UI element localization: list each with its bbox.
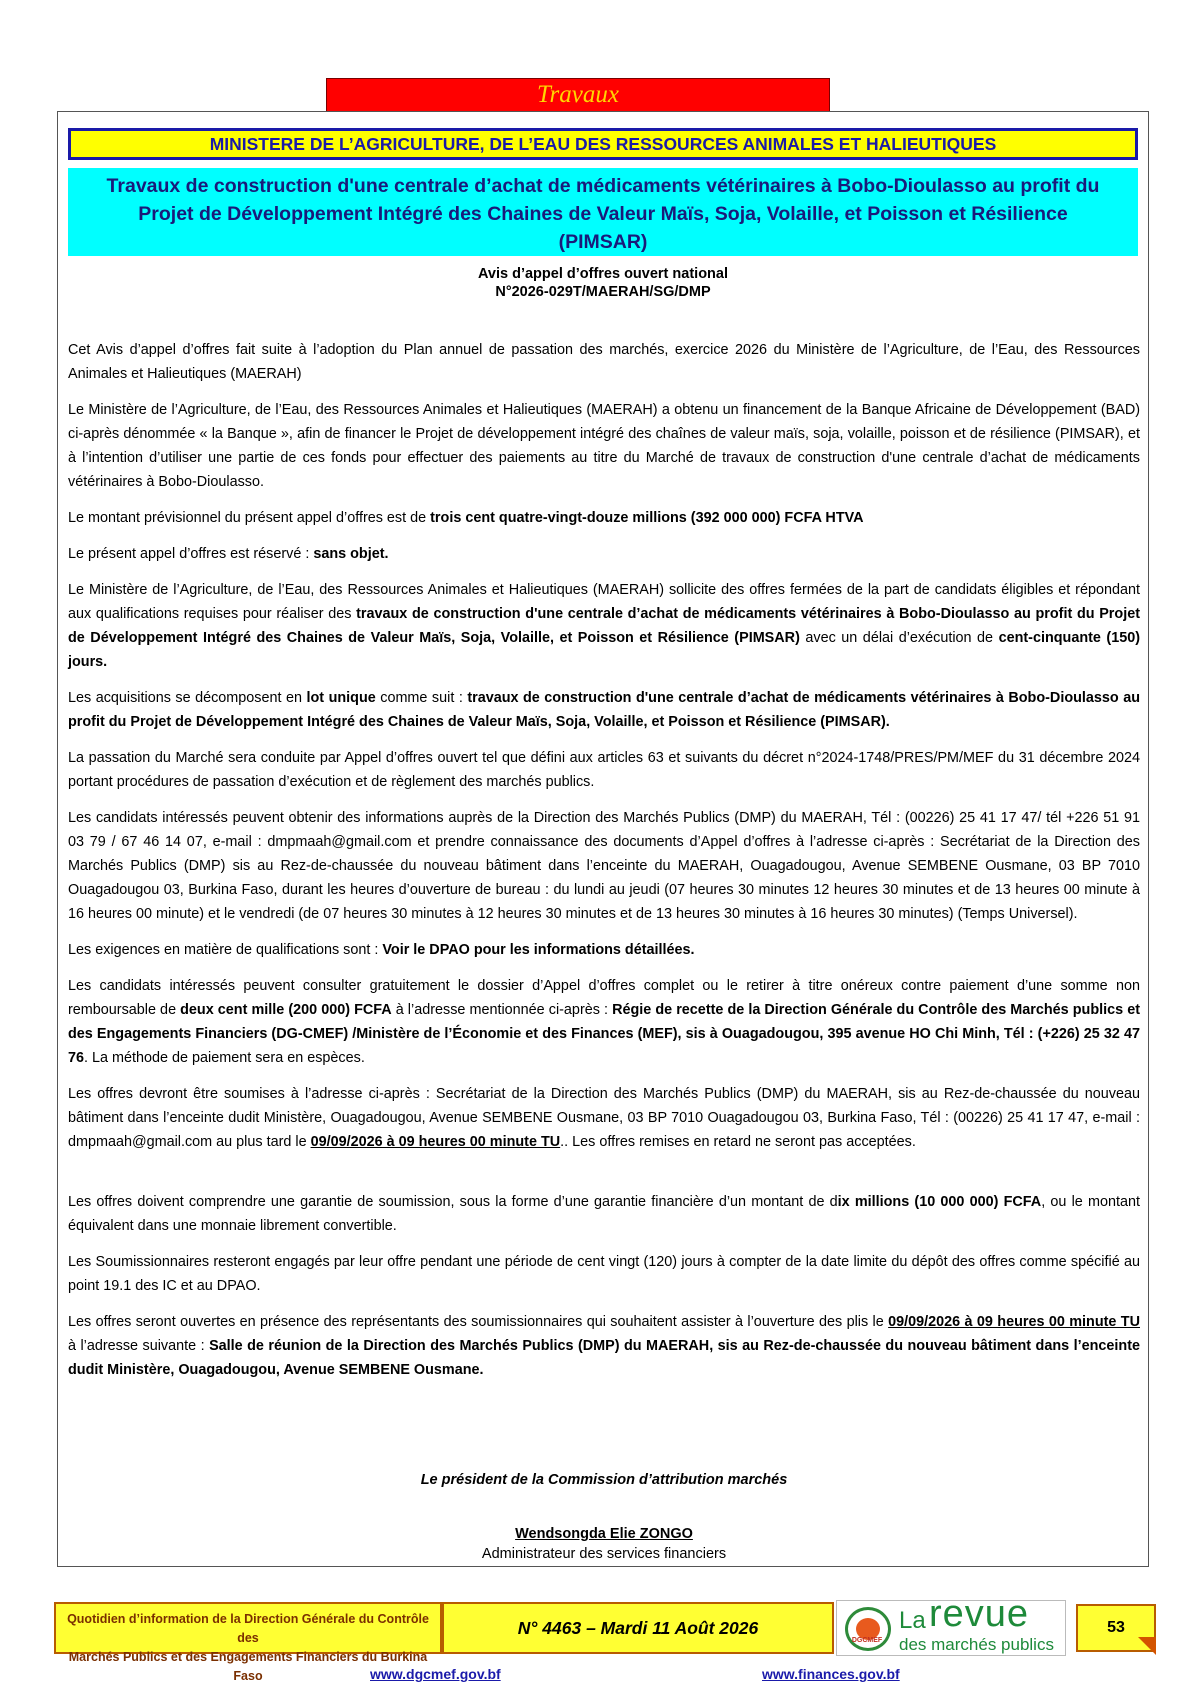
- text: Les candidats intéressés peuvent consulter gratuitement le dossier d’Appel d’offres complet ou le retirer à titre onéreux contre paiement d’une somme non remboursable de: [68, 978, 1140, 1018]
- budget-amount: trois cent quatre-vingt-douze millions (392 000 000) FCFA HTVA: [430, 510, 864, 526]
- link-dgcmef[interactable]: www.dgcmef.gov.bf: [370, 1666, 501, 1682]
- logo-la: La: [899, 1607, 926, 1634]
- text: à l’adresse mentionnée ci-après :: [391, 1002, 613, 1018]
- paragraph-qualifications: [68, 938, 1140, 962]
- text: . La méthode de paiement sera en espèces.: [84, 1050, 365, 1066]
- text: Le présent appel d’offres est réservé :: [68, 546, 314, 562]
- paragraph-information: Les candidats intéressés peuvent obtenir des informations auprès de la Direction des Marchés Publics (DMP) du MAERAH, Tél : (00226) 25 41 17 47/ tél +226 51 91 03 79 / 67 46 14 07, e-mail : dmpmaah@gmail.com et prendre connaissance des documents d’Appel d’offres à l’adresse ci-après : Secrétariat de la Direction des Marchés Publics (DMP) sis au Rez-de-chaussée du nouveau bâtiment dans l’enceinte du MAERAH, Ouagadougou, Avenue SEMBENE Ousmane, 03 BP 7010 Ouagadougou 03, Burkina Faso, durant les heures d’ouverture de bureau : du lundi au jeudi (07 heures 30 minutes 12 heures 30 minutes et de 13 heures 00 minute à 16 heures 00 minute) et le vendredi (de 07 heures 30 minutes à 12 heures 30 minutes et de 13 heures 30 minutes à 16 heures 30 minutes) (Temps Universel).: [68, 810, 1140, 922]
- paragraph-lots: [68, 686, 1140, 734]
- section-tab-travaux: Travaux: [326, 78, 830, 112]
- logo-badge-text: DGCMEF: [851, 1637, 883, 1644]
- link-finances[interactable]: www.finances.gov.bf: [762, 1666, 900, 1682]
- execution-delay: cent-cinquante (150) jours.: [68, 630, 1141, 670]
- paragraph-guarantee: [68, 1190, 1140, 1238]
- text: avec un délai d’exécution de: [799, 630, 999, 646]
- works-description: travaux de construction d'une centrale d’achat de médicaments vétérinaires à Bobo-Dioulasso au profit du Projet de Développement Intégré des Chaines de Valeur Maïs, Soja, Volaille, et Poisson et Résilience (PIMSAR): [68, 606, 1140, 646]
- paragraph-solicitation: [68, 578, 1140, 674]
- paragraph-amount: [68, 506, 1140, 530]
- opening-location: Salle de réunion de la Direction des Marchés Publics (DMP) du MAERAH, sis au Rez-de-chaussée du nouveau bâtiment dans l’enceinte dudit Ministère, Ouagadougou, Avenue SEMBENE Ousmane.: [68, 1338, 1140, 1378]
- text: Les offres doivent comprendre une garantie de soumission, sous la forme d’une garantie financière d’un montant de d: [68, 1194, 838, 1210]
- avis-type: Avis d’appel d’offres ouvert national: [477, 266, 729, 282]
- qualifications-ref: Voir le DPAO pour les informations détaillées.: [382, 942, 695, 958]
- logo-subtitle: des marchés publics: [899, 1635, 1054, 1654]
- paragraph-dossier-fee: [68, 974, 1140, 1070]
- submission-deadline: 09/09/2026 à 09 heures 00 minute TU: [310, 1134, 561, 1150]
- opening-date: 09/09/2026 à 09 heures 00 minute TU: [888, 1314, 1140, 1330]
- text: Les offres seront ouvertes en présence des représentants des soumissionnaires qui souhaitent assister à l’ouverture des plis le: [68, 1314, 889, 1330]
- logo-revue: revue: [929, 1593, 1030, 1635]
- paragraph-context: Cet Avis d’appel d’offres fait suite à l’adoption du Plan annuel de passation des marchés, exercice 2026 du Ministère de l’Agriculture, de l’Eau, des Ressources Animales et Halieutiques (MAERAH): [68, 342, 1140, 382]
- signatory-role: Le président de la Commission d’attribution marchés: [420, 1472, 788, 1488]
- revue-logo: [836, 1593, 1066, 1656]
- paragraph-validity: Les Soumissionnaires resteront engagés par leur offre pendant une période de cent vingt (120) jours à compter de la date limite du dépôt des offres comme spécifié au point 19.1 des IC et au DPAO.: [68, 1254, 1140, 1294]
- lot-type: lot unique: [306, 690, 376, 706]
- text: Les acquisitions se décomposent en: [68, 690, 307, 706]
- text: .. Les offres remises en retard ne seront pas acceptées.: [560, 1134, 916, 1150]
- payment-office: Régie de recette de la Direction Générale du Contrôle des Marchés publics et des Engagements Financiers (DG-CMEF) /Ministère de l’Économie et des Finances (MEF), sis à Ouagadougou, 395 avenue HO Chi Minh, Tél : (+226) 25 32 47 76: [68, 1002, 1140, 1066]
- publisher-line: Marchés Publics et des Engagements Financiers du Burkina Faso: [68, 1650, 428, 1683]
- dossier-fee: deux cent mille (200 000) FCFA: [180, 1002, 392, 1018]
- lot-description: travaux de construction d'une centrale d’achat de médicaments vétérinaires à Bobo-Dioulasso au profit du Projet de Développement Intégré des Chaines de Valeur Maïs, Soja, Volaille, et Poisson et Résilience (PIMSAR).: [68, 690, 1140, 730]
- page-corner-fold: [1138, 1637, 1156, 1655]
- paragraph-submission: [68, 1082, 1140, 1154]
- dgcmef-emblem-icon: [845, 1607, 891, 1651]
- tender-reference: [68, 265, 1138, 301]
- guarantee-amount: ix millions (10 000 000) FCFA: [837, 1194, 1042, 1210]
- notice-body: [68, 338, 1140, 1394]
- reservation-value: sans objet.: [313, 546, 389, 562]
- signatory-name: Wendsongda Elie ZONGO: [515, 1526, 693, 1542]
- signatory-title: Administrateur des services financiers: [481, 1546, 727, 1562]
- text: Le montant prévisionnel du présent appel d’offres est de: [68, 510, 431, 526]
- text: à l’adresse suivante :: [68, 1338, 210, 1354]
- ministry-banner: MINISTERE DE L’AGRICULTURE, DE L’EAU DES RESSOURCES ANIMALES ET HALIEUTIQUES: [68, 128, 1138, 160]
- text: Le Ministère de l’Agriculture, de l’Eau, des Ressources Animales et Halieutiques (MAERAH) sollicite des offres fermées de la part de candidats éligibles et répondant aux qualifications requises pour réaliser des: [68, 582, 1140, 622]
- text: Les exigences en matière de qualifications sont :: [68, 942, 383, 958]
- issue-info: N° 4463 – Mardi 11 Août 2026: [442, 1602, 834, 1654]
- paragraph-opening: [68, 1310, 1140, 1382]
- text: , ou le montant équivalent dans une monnaie librement convertible.: [68, 1194, 1140, 1234]
- tender-title: Travaux de construction d'une centrale d’achat de médicaments vétérinaires à Bobo-Dioulasso au profit du Projet de Développement Intégré des Chaines de Valeur Maïs, Soja, Volaille, et Poisson et Résilience (PIMSAR): [68, 168, 1138, 256]
- paragraph-reservation: [68, 542, 1140, 566]
- text: Les offres devront être soumises à l’adresse ci-après : Secrétariat de la Direction des Marchés Publics (DMP) du MAERAH, sis au Rez-de-chaussée du nouveau bâtiment dans l’enceinte dudit Ministère, Ouagadougou, Avenue SEMBENE Ousmane, 03 BP 7010 Ouagadougou 03, Burkina Faso, Tél : (00226) 25 41 17 47, e-mail : dmpmaah@gmail.com au plus tard le: [68, 1086, 1140, 1150]
- text: comme suit :: [375, 690, 468, 706]
- publisher-line: Quotidien d’information de la Direction Générale du Contrôle des: [67, 1612, 429, 1645]
- page-number: 53: [1076, 1604, 1156, 1652]
- paragraph-procedure: La passation du Marché sera conduite par Appel d’offres ouvert tel que défini aux articles 63 et suivants du décret n°2024-1748/PRES/PM/MEF du 31 décembre 2024 portant procédures de passation d’exécution et de règlement des marchés publics.: [68, 750, 1140, 790]
- paragraph-financing: Le Ministère de l’Agriculture, de l’Eau, des Ressources Animales et Halieutiques (MAERAH) a obtenu un financement de la Banque Africaine de Développement (BAD) ci-après dénommée « la Banque », afin de financer le Projet de développement intégré des chaînes de valeur maïs, soja, volaille, poisson et de résilience (PIMSAR), et à l’intention d’utiliser une partie de ces fonds pour effectuer des paiements au titre du Marché de travaux de construction d'une centrale d’achat de médicaments vétérinaires à Bobo-Dioulasso.: [68, 402, 1140, 490]
- avis-number: N°2026-029T/MAERAH/SG/DMP: [495, 284, 711, 300]
